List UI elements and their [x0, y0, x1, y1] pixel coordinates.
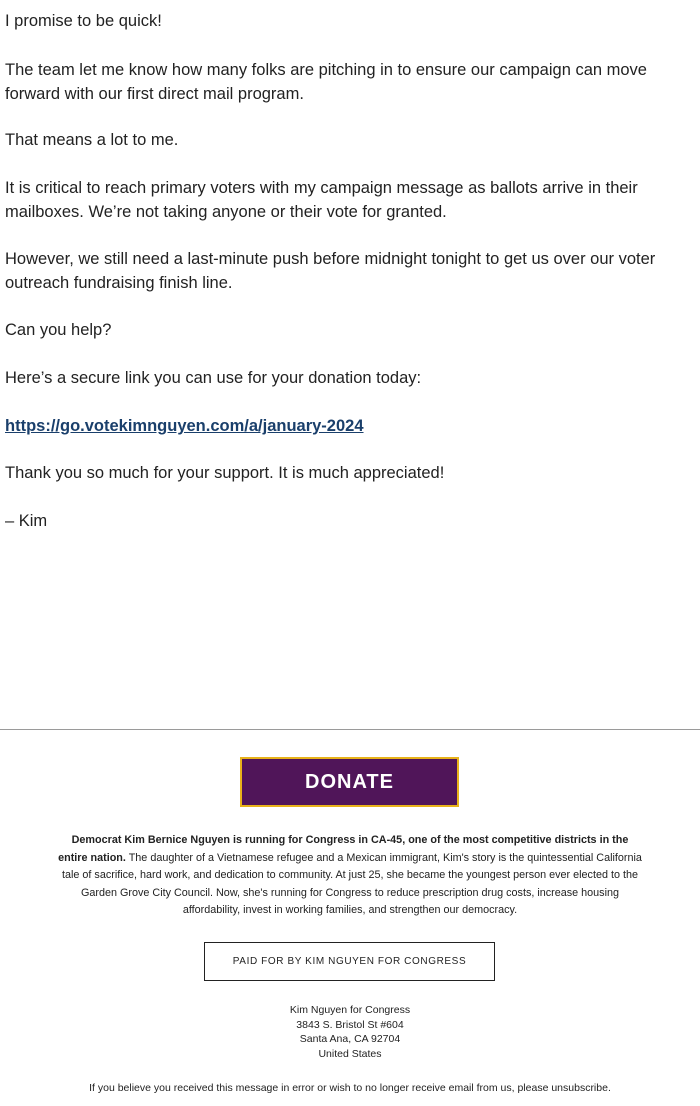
paragraph-team-line1: The team let me know how many folks are pitching in to ensure our campaign can move: [5, 61, 647, 79]
paragraph-critical: [5, 176, 695, 224]
paragraph-means-a-lot: That means a lot to me.: [5, 131, 179, 149]
paragraph-team: [5, 58, 695, 106]
paragraph-thank-you: Thank you so much for your support. It is much appreciated!: [5, 464, 445, 482]
paragraph-critical-line2: mailboxes. We’re not taking anyone or their vote for granted.: [5, 203, 447, 221]
paragraph-intro: I promise to be quick!: [5, 12, 162, 30]
paragraph-critical-line1: It is critical to reach primary voters with my campaign message as ballots arrive in their: [5, 179, 638, 197]
bio-line4: affordability, invest in working families, and strengthen our democracy.: [182, 904, 518, 916]
address-country: United States: [318, 1047, 382, 1060]
bio-line3: Garden Grove City Council. Now, she's running for Congress to reduce prescription drug costs, increase housing: [81, 886, 619, 899]
donate-button[interactable]: DONATE: [240, 757, 459, 807]
address-city: Santa Ana, CA 92704: [299, 1033, 401, 1045]
signoff: – Kim: [5, 512, 48, 530]
bio-line1: The daughter of a Vietnamese refugee and a Mexican immigrant, Kim's story is the quintessential California: [125, 851, 642, 864]
address-name: Kim Nguyen for Congress: [289, 1004, 411, 1016]
donation-link[interactable]: https://go.votekimnguyen.com/a/january-2024: [5, 417, 364, 435]
unsubscribe-notice[interactable]: If you believe you received this message in error or wish to no longer receive email from us, please unsubscribe.: [89, 1082, 611, 1094]
paragraph-push-line1: However, we still need a last-minute push before midnight tonight to get us over our voter: [5, 250, 656, 268]
paragraph-team-line2: forward with our first direct mail program.: [5, 85, 304, 103]
donation-link-paragraph: [5, 414, 695, 438]
paragraph-push-line2: outreach fundraising finish line.: [5, 274, 233, 292]
mailing-address: [0, 1003, 700, 1061]
paragraph-push: [5, 247, 695, 295]
bio-line2: tale of sacrifice, hard work, and dedication to community. At just 25, she became the youngest person ever elected to the: [62, 869, 638, 881]
bio-bold-line1: Democrat Kim Bernice Nguyen is running for Congress in CA-45, one of the most competitive districts in the: [71, 834, 629, 846]
paragraph-secure-link: Here’s a secure link you can use for your donation today:: [5, 369, 422, 387]
address-street: 3843 S. Bristol St #604: [296, 1018, 404, 1031]
paid-for-disclaimer: PAID FOR BY KIM NGUYEN FOR CONGRESS: [204, 942, 495, 981]
paragraph-can-you-help: Can you help?: [5, 321, 112, 339]
footer-divider: [0, 729, 700, 730]
candidate-bio: [45, 832, 655, 920]
bio-bold-line2: entire nation.: [58, 851, 126, 864]
